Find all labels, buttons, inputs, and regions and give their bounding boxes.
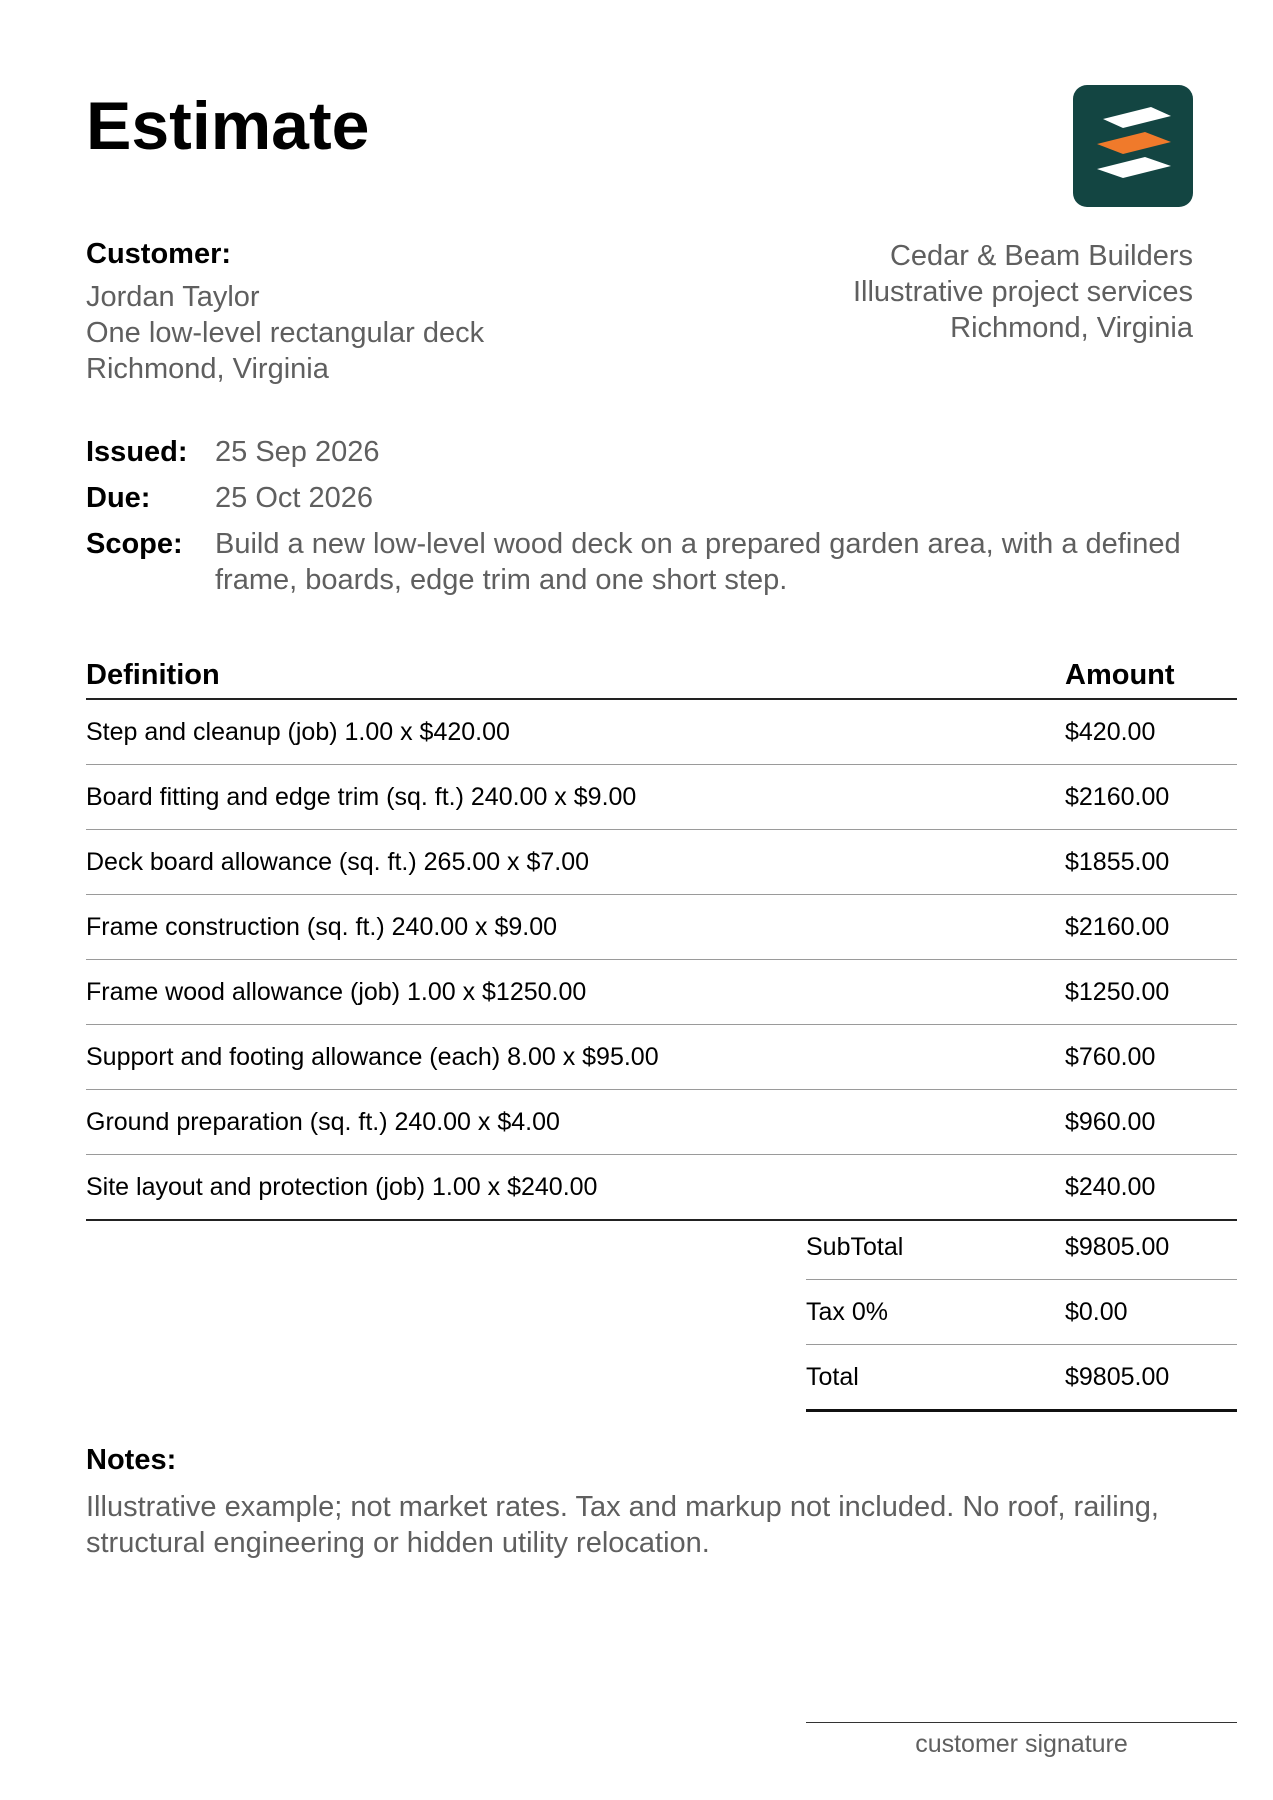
- tax-label: Tax 0%: [806, 1280, 1065, 1345]
- row-amount: $960.00: [1065, 1090, 1237, 1155]
- row-definition: Frame construction (sq. ft.) 240.00 x $9.00: [86, 895, 1065, 960]
- total-value: $9805.00: [1065, 1345, 1237, 1411]
- due-row: [86, 480, 1186, 516]
- totals-table: [806, 1215, 1237, 1412]
- customer-name: Jordan Taylor: [86, 281, 260, 313]
- company-location: Richmond, Virginia: [950, 312, 1193, 344]
- tax-row: [806, 1280, 1237, 1345]
- row-amount: $760.00: [1065, 1025, 1237, 1090]
- company-logo: [1073, 85, 1193, 207]
- customer-location: Richmond, Virginia: [86, 353, 329, 385]
- row-amount: $2160.00: [1065, 895, 1237, 960]
- company-block: [853, 238, 1193, 346]
- definition-header: Definition: [86, 652, 1065, 699]
- table-row: [86, 699, 1237, 765]
- document-title: Estimate: [86, 88, 370, 164]
- due-label: Due:: [86, 482, 151, 514]
- scope-row: [86, 526, 1186, 598]
- table-header-row: [86, 652, 1237, 699]
- signature-line[interactable]: [806, 1722, 1237, 1723]
- customer-block: [86, 238, 484, 387]
- tax-value: $0.00: [1065, 1280, 1237, 1345]
- row-definition: Frame wood allowance (job) 1.00 x $1250.00: [86, 960, 1065, 1025]
- due-date: 25 Oct 2026: [215, 482, 373, 514]
- total-row: [806, 1345, 1237, 1411]
- issued-row: [86, 434, 1186, 470]
- signature-label: customer signature: [915, 1730, 1128, 1758]
- amount-header: Amount: [1065, 652, 1237, 699]
- issued-label: Issued:: [86, 436, 188, 468]
- company-name: Cedar & Beam Builders: [889, 240, 1193, 272]
- row-definition: Site layout and protection (job) 1.00 x $240.00: [86, 1155, 1065, 1221]
- customer-label: Customer:: [86, 238, 232, 270]
- stacked-planks-logo-icon: [1073, 85, 1193, 207]
- row-amount: $420.00: [1065, 699, 1237, 765]
- issued-date: 25 Sep 2026: [215, 436, 380, 468]
- subtotal-value: $9805.00: [1065, 1215, 1237, 1280]
- scope-label: Scope:: [86, 528, 183, 560]
- scope-text: Build a new low-level wood deck on a prepared garden area, with a defined frame, boards, edge trim and one short step.: [215, 528, 1181, 596]
- row-amount: $2160.00: [1065, 765, 1237, 830]
- notes-section: [86, 1444, 1196, 1561]
- row-definition: Board fitting and edge trim (sq. ft.) 240.00 x $9.00: [86, 765, 1065, 830]
- table-row: [86, 765, 1237, 830]
- estimate-meta: [86, 434, 1186, 608]
- subtotal-label: SubTotal: [806, 1215, 1065, 1280]
- company-tagline: Illustrative project services: [852, 276, 1193, 308]
- row-definition: Support and footing allowance (each) 8.00 x $95.00: [86, 1025, 1065, 1090]
- customer-project: One low-level rectangular deck: [86, 317, 485, 349]
- row-definition: Step and cleanup (job) 1.00 x $420.00: [86, 699, 1065, 765]
- row-definition: Ground preparation (sq. ft.) 240.00 x $4.00: [86, 1090, 1065, 1155]
- table-row: [86, 830, 1237, 895]
- line-items-table: [86, 652, 1237, 1221]
- table-row: [86, 895, 1237, 960]
- subtotal-row: [806, 1215, 1237, 1280]
- table-row: [86, 1155, 1237, 1221]
- notes-label: Notes:: [86, 1444, 177, 1476]
- notes-text: Illustrative example; not market rates. Tax and markup not included. No roof, railing, structural engineering or hidden utility relocation.: [86, 1491, 1159, 1559]
- row-amount: $1855.00: [1065, 830, 1237, 895]
- row-definition: Deck board allowance (sq. ft.) 265.00 x $7.00: [86, 830, 1065, 895]
- table-row: [86, 960, 1237, 1025]
- total-label: Total: [806, 1345, 1065, 1411]
- table-row: [86, 1090, 1237, 1155]
- row-amount: $240.00: [1065, 1155, 1237, 1221]
- table-row: [86, 1025, 1237, 1090]
- row-amount: $1250.00: [1065, 960, 1237, 1025]
